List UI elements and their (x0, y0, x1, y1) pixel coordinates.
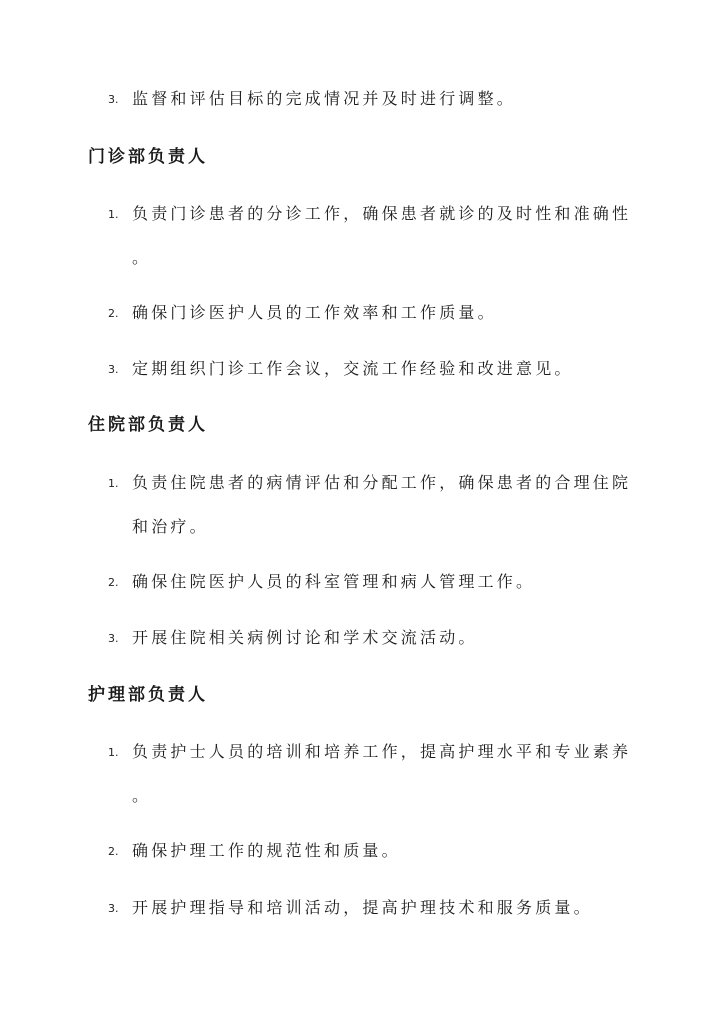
list-number: 3. (108, 902, 119, 915)
list-item-text: 负责门诊患者的分诊工作，确保患者就诊的及时性和准确性 (132, 204, 632, 223)
list-item-text: 监督和评估目标的完成情况并及时进行调整。 (132, 89, 517, 108)
list-item-text: 负责护士人员的培训和培养工作，提高护理水平和专业素养 (132, 742, 632, 761)
list-number: 2. (108, 845, 119, 858)
section-heading: 住院部负责人 (88, 415, 208, 435)
list-item-text-continuation: 。 (132, 248, 152, 267)
list-number: 3. (108, 93, 119, 106)
section-heading: 门诊部负责人 (88, 147, 208, 167)
list-item-text: 确保门诊医护人员的工作效率和工作质量。 (132, 303, 497, 322)
section-heading: 护理部负责人 (88, 685, 208, 705)
list-number: 2. (108, 576, 119, 589)
list-item-text: 负责住院患者的病情评估和分配工作，确保患者的合理住院 (132, 473, 632, 492)
list-number: 1. (108, 477, 119, 490)
list-item-text: 开展护理指导和培训活动，提高护理技术和服务质量。 (132, 898, 593, 917)
list-number: 3. (108, 363, 119, 376)
list-item-text-continuation: 。 (132, 786, 152, 805)
list-item-text: 确保住院医护人员的科室管理和病人管理工作。 (132, 572, 536, 591)
list-number: 2. (108, 307, 119, 320)
list-item-text: 确保护理工作的规范性和质量。 (132, 841, 401, 860)
list-number: 1. (108, 746, 119, 759)
list-item-text: 定期组织门诊工作会议，交流工作经验和改进意见。 (132, 359, 574, 378)
list-number: 3. (108, 632, 119, 645)
list-item-text-continuation: 和治疗。 (132, 517, 209, 536)
list-item-text: 开展住院相关病例讨论和学术交流活动。 (132, 628, 478, 647)
list-number: 1. (108, 208, 119, 221)
